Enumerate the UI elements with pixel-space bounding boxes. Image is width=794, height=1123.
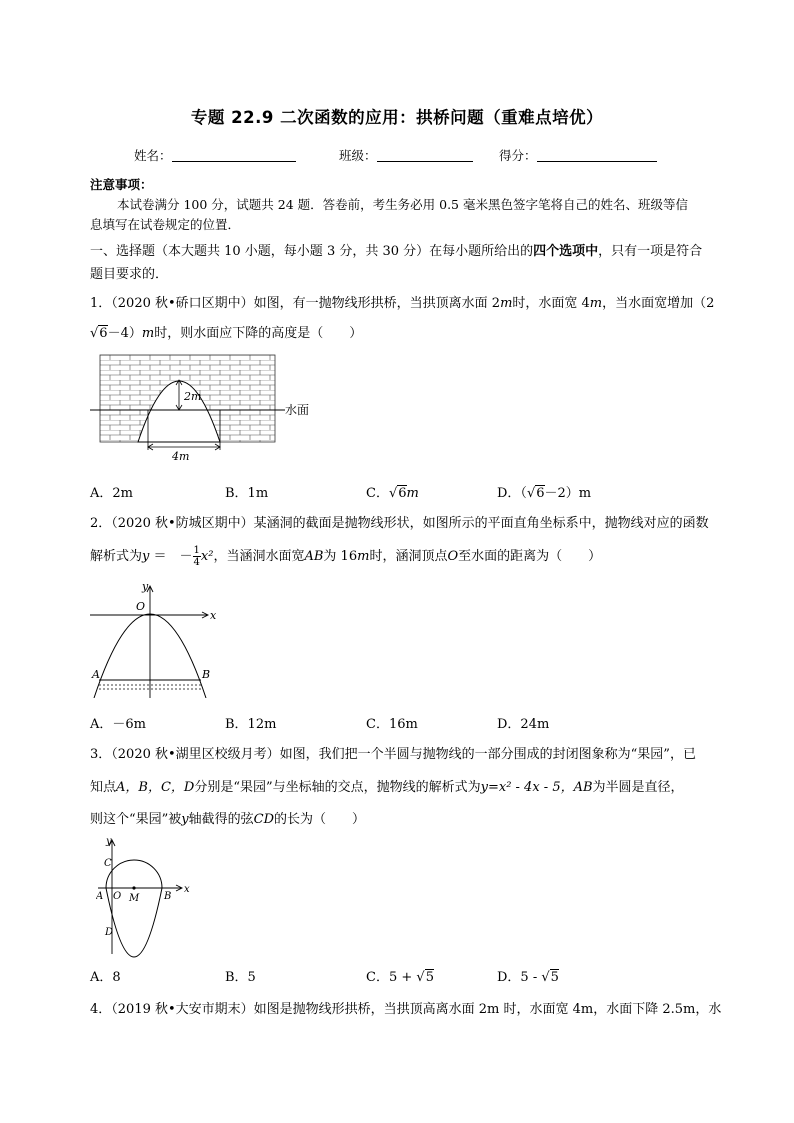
class-blank[interactable]	[377, 148, 473, 162]
x-label: x	[184, 884, 190, 895]
q3-option-b[interactable]: B．5	[225, 970, 256, 985]
notice-line-2: 息填写在试卷规定的位置．	[90, 217, 241, 232]
page-title: 专题 22.9 二次函数的应用：拱桥问题（重难点培优）	[190, 108, 604, 127]
point-d-label: D	[105, 927, 114, 938]
q1-option-c[interactable]: C．√6m	[366, 486, 419, 501]
x-label: x	[210, 609, 217, 622]
q1-option-d[interactable]: D．（√6－2）m	[497, 486, 592, 501]
q1-unit: m	[500, 296, 513, 311]
point-a-label: A	[92, 668, 100, 681]
sqrt-sign: √	[90, 326, 99, 341]
class-field	[339, 146, 473, 164]
q3-option-c[interactable]: C．5 + √5	[366, 970, 434, 985]
q1-line-1	[90, 292, 714, 311]
q1-option-b[interactable]: B．1m	[225, 486, 269, 501]
origin-label: O	[136, 600, 146, 613]
score-blank[interactable]	[537, 148, 657, 162]
section-text-a: 一、选择题（本大题共 10 小题，每小题 3 分，共 30 分）在每小题所给出的	[90, 244, 534, 259]
q2-line-1: 2．（2020 秋•防城区期中）某涵洞的截面是抛物线形状，如图所示的平面直角坐标系中，抛物线对应的函数	[90, 516, 709, 531]
q2-option-b[interactable]: B．12m	[225, 717, 277, 732]
score-label: 得分：	[499, 148, 537, 163]
q1-line-2	[90, 322, 362, 341]
q3-orchard-figure	[96, 836, 196, 958]
q1-bridge-figure	[90, 350, 330, 465]
point-c-label: C	[104, 858, 112, 869]
center-point	[132, 886, 135, 889]
q2-option-a[interactable]: A．－6m	[90, 717, 146, 732]
q1-text-c: ，当水面宽增加（2	[602, 296, 715, 311]
label-2m: 2m	[184, 390, 202, 403]
y-label: y	[142, 580, 149, 593]
name-blank[interactable]	[172, 148, 296, 162]
q1-option-a[interactable]: A．2m	[90, 486, 133, 501]
point-b-label: B	[164, 891, 172, 902]
q1-unit: m	[589, 296, 603, 311]
q3-line-3: 则这个“果园”被y轴截得的弦CD的长为（ ）	[90, 812, 366, 827]
point-m-label: M	[129, 893, 140, 904]
label-4m: 4m	[172, 450, 190, 463]
fraction: $\frac{1}{4}$	[193, 545, 200, 568]
q3-line-1: 3．（2020 秋•湖里区校级月考）如图，我们把一个半圆与抛物线的一部分围成的封闭图象称为“果园”，已	[90, 747, 696, 762]
q4-line-1: 4．（2019 秋•大安市期末）如图是抛物线形拱桥，当拱顶高离水面 2m 时，水面宽 4m，水面下降 2.5m，水	[90, 1002, 722, 1017]
name-label: 姓名：	[134, 148, 172, 163]
section-text-c: ，只有一项是符合	[598, 244, 703, 259]
q1-text-e: 时，则水面应下降的高度是（ ）	[154, 326, 363, 341]
notice-line-1: 本试卷满分 100 分，试题共 24 题．答卷前，考生务必用 0.5 毫米黑色签字笔将自己的姓名、班级等信	[117, 197, 688, 212]
section-line-1	[90, 240, 702, 259]
q1-text-b: 时，水面宽 4	[512, 296, 590, 311]
q1-radicand: 6	[99, 326, 108, 341]
origin-label: O	[113, 891, 122, 902]
q1-unit: m	[141, 326, 155, 341]
score-field	[499, 146, 657, 164]
section-line-2: 题目要求的．	[90, 267, 169, 282]
q2-culvert-figure	[88, 580, 228, 698]
semicircle	[106, 860, 162, 888]
section-text-bold: 四个选项中	[533, 244, 599, 259]
q3-option-d[interactable]: D．5 - √5	[497, 970, 559, 985]
label-water: 水面	[285, 403, 310, 417]
notice-heading: 注意事项：	[90, 177, 153, 192]
name-field	[134, 146, 296, 164]
y-label: y	[106, 836, 112, 847]
class-label: 班级：	[339, 148, 377, 163]
point-b-label: B	[202, 668, 211, 681]
q3-option-a[interactable]: A．8	[90, 970, 121, 985]
q2-option-c[interactable]: C．16m	[366, 717, 418, 732]
q3-line-2: 知点A，B，C，D分别是“果园”与坐标轴的交点，抛物线的解析式为y=x² - 4x - 5，AB为半圆是直径，	[90, 780, 684, 795]
q1-text-a: 1．（2020 秋•硚口区期中）如图，有一抛物线形拱桥，当拱顶离水面 2	[90, 296, 501, 311]
point-a-label: A	[96, 891, 104, 902]
q2-option-d[interactable]: D．24m	[497, 717, 550, 732]
q2-line-2: 解析式为y ＝ － $\frac{1}{4}$ x²，当涵洞水面宽AB为 16m时，涵洞顶点O至水面的距离为（ ）	[90, 545, 602, 568]
q1-text-d: －4）	[107, 326, 142, 341]
